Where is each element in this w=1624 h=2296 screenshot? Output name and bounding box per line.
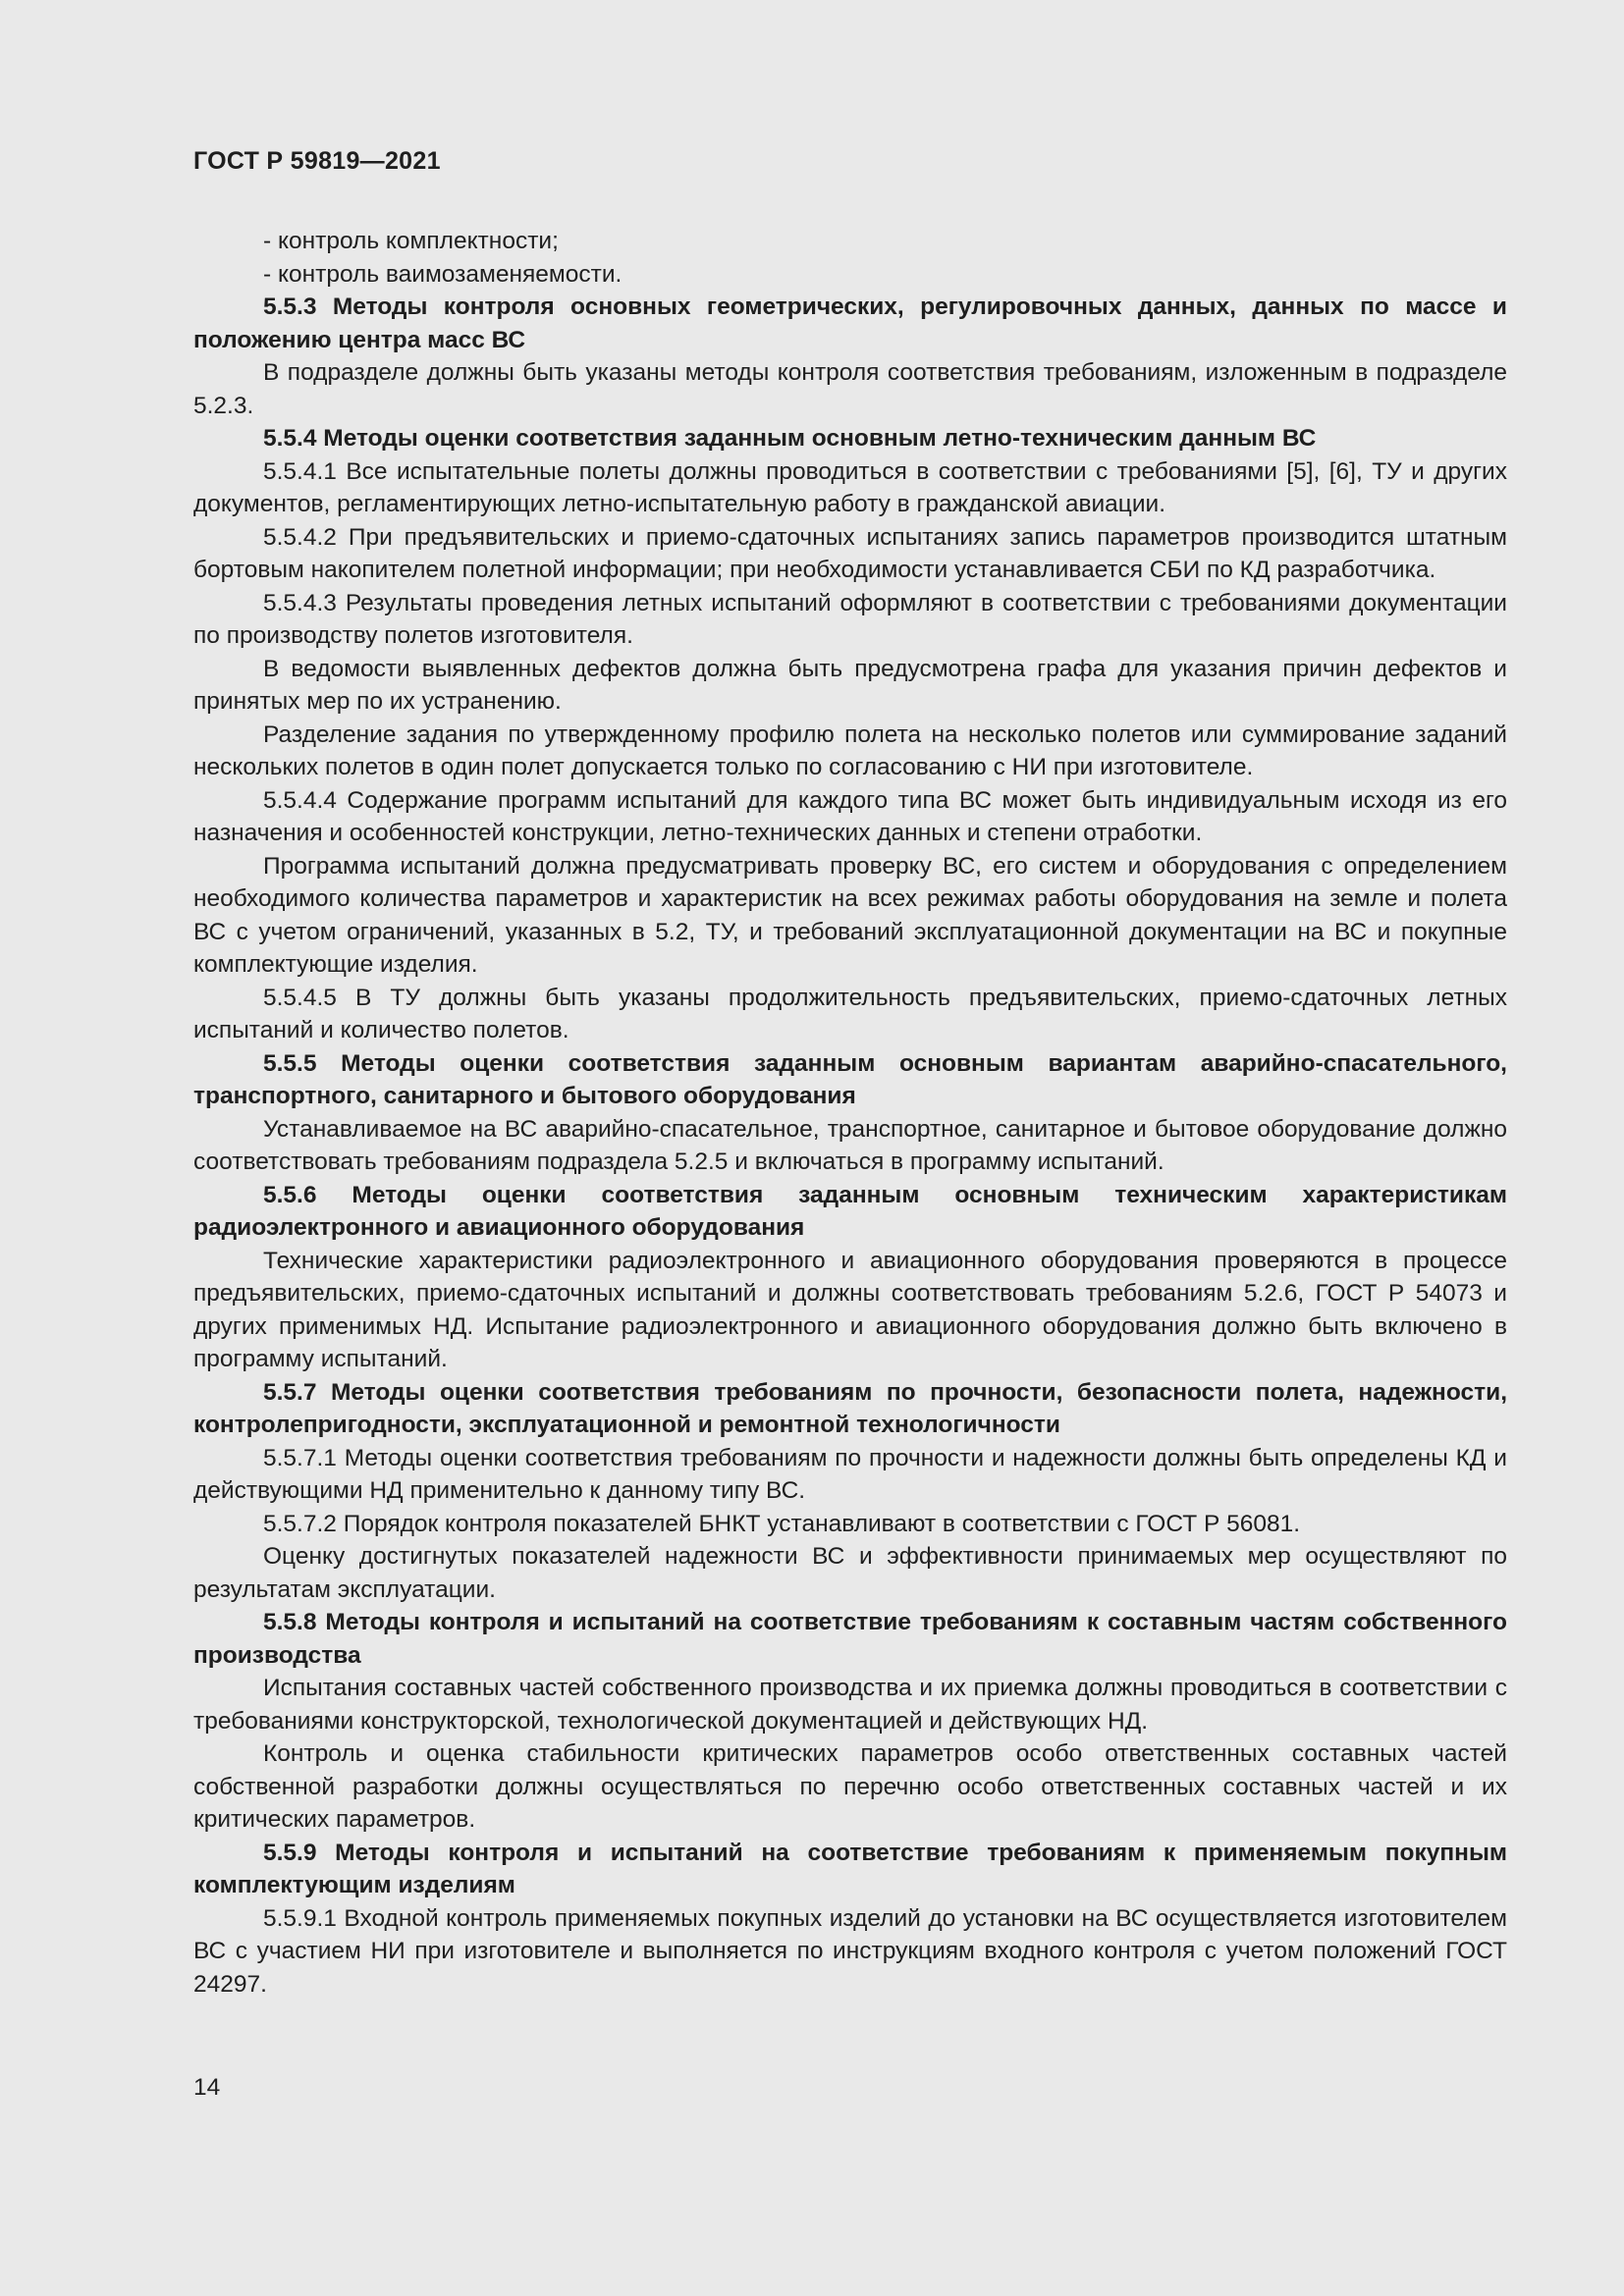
body-paragraph: Испытания составных частей собственного производства и их приемка должны проводиться в соответствии с требованиями конструкторской, технологической документацией и действующих НД. bbox=[193, 1675, 1507, 1735]
section-heading: 5.5.6 Методы оценки соответствия заданным основным техническим характеристикам радиоэлектронного и авиационного оборудования bbox=[193, 1181, 1507, 1241]
document-body bbox=[193, 225, 1507, 2001]
section-heading: 5.5.4 Методы оценки соответствия заданным основным летно-техническим данным ВС bbox=[263, 425, 1317, 452]
body-paragraph: Технические характеристики радиоэлектронного и авиационного оборудования проверяются в процессе предъявительских, приемо-сдаточных испытаний и должны соответствовать требованиям 5.2.6, ГОСТ Р 54073 и других применимых НД. Испытание радиоэлектронного и авиационного оборудования должно быть включено в программу испытаний. bbox=[193, 1247, 1507, 1372]
section-heading: 5.5.9 Методы контроля и испытаний на соответствие требованиям к применяемым покупным комплектующим изделиям bbox=[193, 1839, 1507, 1898]
body-paragraph: 5.5.4.2 При предъявительских и приемо-сдаточных испытаниях запись параметров производится штатным бортовым накопителем полетной информации; при необходимости устанавливается СБИ по КД разработчика. bbox=[193, 523, 1507, 583]
body-paragraph: 5.5.7.1 Методы оценки соответствия требованиям по прочности и надежности должны быть определены КД и действующими НД применительно к данному типу ВС. bbox=[193, 1444, 1507, 1504]
body-paragraph: Разделение задания по утвержденному профилю полета на несколько полетов или суммирование заданий нескольких полетов в один полет допускается только по согласованию с НИ при изготовителе. bbox=[193, 721, 1507, 780]
body-paragraph: 5.5.9.1 Входной контроль применяемых покупных изделий до установки на ВС осуществляется изготовителем ВС с участием НИ при изготовителе и выполняется по инструкциям входного контроля с учетом положений ГОСТ 24297. bbox=[193, 1904, 1507, 1998]
body-paragraph: - контроль ваимозаменяемости. bbox=[263, 260, 623, 288]
page-number: 14 bbox=[193, 2074, 221, 2101]
body-paragraph: Контроль и оценка стабильности критических параметров особо ответственных составных частей собственной разработки должны осуществляться по перечню особо ответственных составных частей и их критических параметров. bbox=[193, 1740, 1507, 1833]
body-paragraph: 5.5.4.3 Результаты проведения летных испытаний оформляют в соответствии с требованиями документации по производству полетов изготовителя. bbox=[193, 589, 1507, 649]
section-heading: 5.5.3 Методы контроля основных геометрических, регулировочных данных, данных по массе и положению центра масс ВС bbox=[193, 294, 1507, 353]
body-paragraph: Устанавливаемое на ВС аварийно-спасательное, транспортное, санитарное и бытовое оборудование должно соответствовать требованиям подраздела 5.2.5 и включаться в программу испытаний. bbox=[193, 1115, 1507, 1175]
body-paragraph: Оценку достигнутых показателей надежности ВС и эффективности принимаемых мер осуществляют по результатам эксплуатации. bbox=[193, 1543, 1507, 1603]
body-paragraph: 5.5.7.2 Порядок контроля показателей БНКТ устанавливают в соответствии с ГОСТ Р 56081. bbox=[263, 1510, 1301, 1537]
section-heading: 5.5.8 Методы контроля и испытаний на соответствие требованиям к составным частям собственного производства bbox=[193, 1609, 1507, 1669]
body-paragraph: 5.5.4.1 Все испытательные полеты должны проводиться в соответствии с требованиями [5], [6], ТУ и других документов, регламентирующих летно-испытательную работу в гражданской авиации. bbox=[193, 457, 1507, 517]
body-paragraph: Программа испытаний должна предусматривать проверку ВС, его систем и оборудования с определением необходимого количества параметров и характеристик на всех режимах работы оборудования на земле и полета ВС с учетом ограничений, указанных в 5.2, ТУ, и требований эксплуатационной документации на ВС и покупные комплектующие изделия. bbox=[193, 852, 1507, 978]
body-paragraph: - контроль комплектности; bbox=[263, 228, 559, 254]
section-heading: 5.5.7 Методы оценки соответствия требованиям по прочности, безопасности полета, надежности, контролепригодности, эксплуатационной и ремонтной технологичности bbox=[193, 1378, 1507, 1438]
section-heading: 5.5.5 Методы оценки соответствия заданным основным вариантам аварийно-спасательного, транспортного, санитарного и бытового оборудования bbox=[193, 1049, 1507, 1109]
body-paragraph: В ведомости выявленных дефектов должна быть предусмотрена графа для указания причин дефектов и принятых мер по их устранению. bbox=[193, 655, 1507, 715]
body-paragraph: 5.5.4.4 Содержание программ испытаний для каждого типа ВС может быть индивидуальным исходя из его назначения и особенностей конструкции, летно-технических данных и степени отработки. bbox=[193, 786, 1507, 846]
body-paragraph: В подразделе должны быть указаны методы контроля соответствия требованиям, изложенным в подразделе 5.2.3. bbox=[193, 359, 1507, 419]
document-header: ГОСТ Р 59819—2021 bbox=[193, 147, 441, 175]
body-paragraph: 5.5.4.5 В ТУ должны быть указаны продолжительность предъявительских, приемо-сдаточных летных испытаний и количество полетов. bbox=[193, 984, 1507, 1043]
